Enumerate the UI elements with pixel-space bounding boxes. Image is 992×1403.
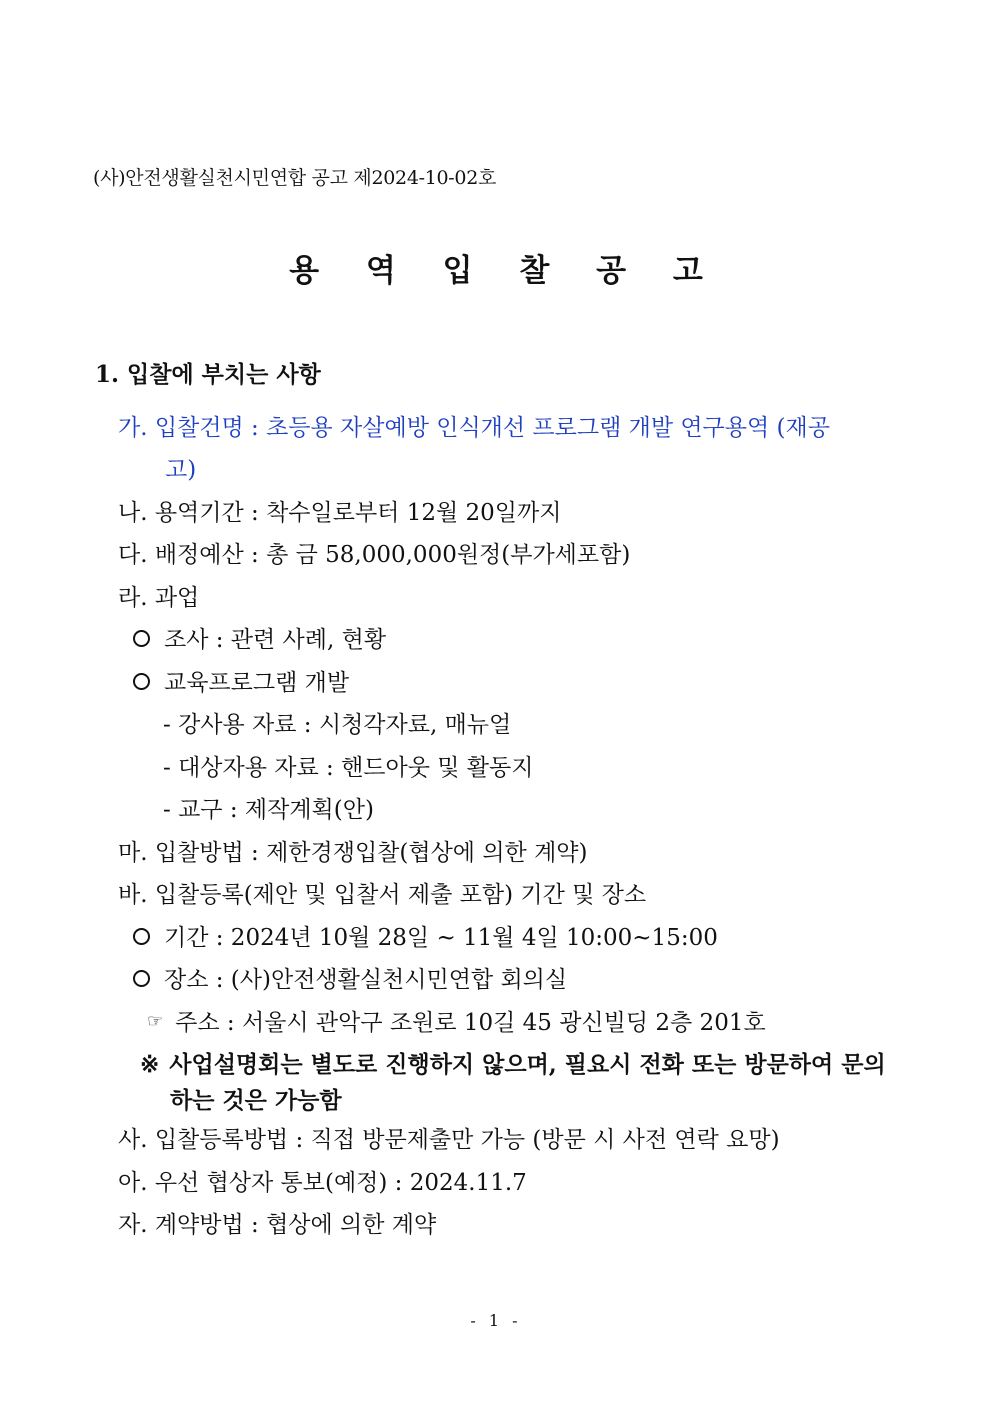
item-na-period: 나. 용역기간 : 착수일로부터 12월 20일까지 [118, 500, 562, 526]
document-title: 용 역 입 찰 공 고 [289, 253, 721, 289]
ra-dash-participant: - 대상자용 자료 : 핸드아웃 및 활동지 [163, 755, 534, 781]
ra-sub-program-text: 교육프로그램 개발 [164, 670, 350, 696]
section-heading: 1. 입찰에 부치는 사항 [95, 361, 321, 388]
ba-sub-period-text: 기간 : 2024년 10월 28일 ~ 11월 4일 10:00~15:00 [164, 925, 718, 951]
item-ga-title-line1: 가. 입찰건명 : 초등용 자살예방 인식개선 프로그램 개발 연구용역 (재공 [118, 415, 830, 441]
ba-address [147, 1008, 766, 1039]
note-line1-text: 사업설명회는 별도로 진행하지 않으며, 필요시 전화 또는 방문하여 문의 [169, 1051, 886, 1078]
ra-dash-instructor: - 강사용 자료 : 시청각자료, 매뉴얼 [163, 712, 512, 738]
item-a-notification: 아. 우선 협상자 통보(예정) : 2024.11.7 [118, 1170, 527, 1196]
ra-sub-program [133, 668, 349, 698]
ra-dash-teaching-aids: - 교구 : 제작계획(안) [163, 797, 374, 823]
note-line2: 하는 것은 가능함 [170, 1087, 342, 1114]
item-ja-contract: 자. 계약방법 : 협상에 의한 계약 [118, 1212, 437, 1238]
ba-sub-period [133, 923, 718, 953]
item-ba-registration: 바. 입찰등록(제안 및 입찰서 제출 포함) 기간 및 장소 [118, 882, 647, 908]
pointing-hand-icon: ☞ [147, 1011, 164, 1032]
reference-mark-icon: ※ [140, 1051, 160, 1078]
item-ga-title-line2: 고) [165, 457, 197, 483]
ba-sub-location-text: 장소 : (사)안전생활실천시민연합 회의실 [164, 967, 568, 993]
item-ra-tasks: 라. 과업 [118, 585, 200, 611]
notice-number: (사)안전생활실천시민연합 공고 제2024-10-02호 [93, 167, 497, 189]
ba-address-text: 주소 : 서울시 관악구 조원로 10길 45 광신빌딩 2층 201호 [175, 1010, 766, 1036]
item-da-budget: 다. 배정예산 : 총 금 58,000,000원정(부가세포함) [118, 542, 631, 568]
circle-bullet-icon [133, 928, 150, 945]
item-ma-method: 마. 입찰방법 : 제한경쟁입찰(협상에 의한 계약) [118, 840, 588, 866]
ra-sub-survey-text: 조사 : 관련 사례, 현황 [164, 627, 387, 653]
circle-bullet-icon [133, 970, 150, 987]
ra-sub-survey [133, 625, 386, 655]
circle-bullet-icon [133, 673, 150, 690]
item-sa-submission: 사. 입찰등록방법 : 직접 방문제출만 가능 (방문 시 사전 연락 요망) [118, 1127, 780, 1153]
ba-sub-location [133, 965, 567, 995]
page-number: - 1 - [470, 1311, 522, 1330]
circle-bullet-icon [133, 630, 150, 647]
note-line1 [140, 1050, 886, 1080]
